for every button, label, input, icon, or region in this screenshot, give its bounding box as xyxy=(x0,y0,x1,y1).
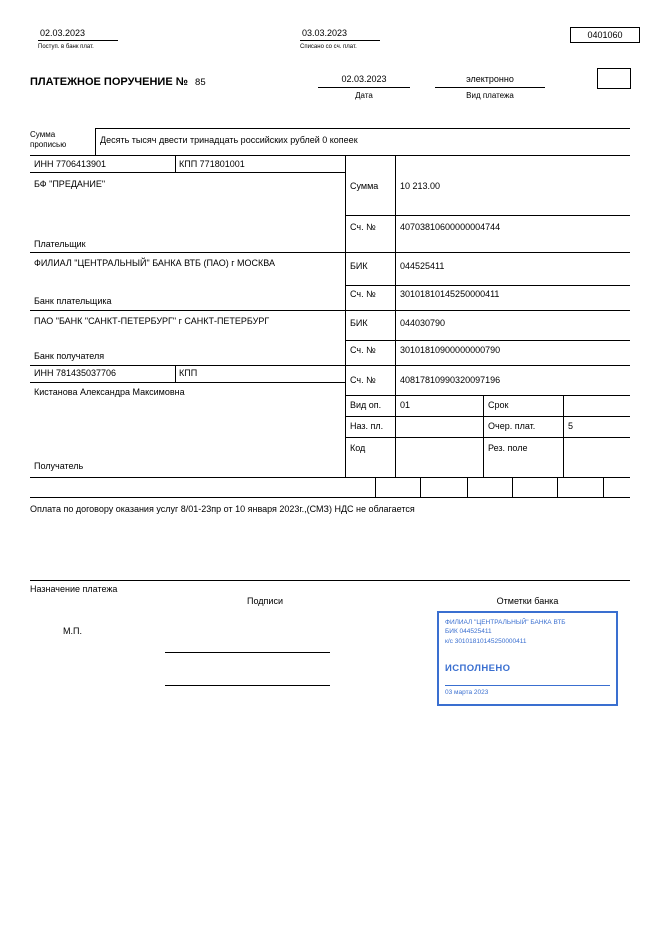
debited-caption: Списано со сч. плат. xyxy=(300,44,357,50)
reserve-caption: Рез. поле xyxy=(488,443,528,453)
bank-stamp xyxy=(437,611,618,706)
grid-line xyxy=(395,155,396,477)
signatures-caption: Подписи xyxy=(247,596,283,606)
payer-bank-bik: 044525411 xyxy=(400,261,445,271)
payee-kpp-caption: КПП xyxy=(179,368,198,378)
payer-name: БФ "ПРЕДАНИЕ" xyxy=(34,179,106,189)
amount-in-words-caption: Сумма прописью xyxy=(30,130,67,149)
payer-caption: Плательщик xyxy=(34,239,86,249)
payee-bank-name: ПАО "БАНК "САНКТ-ПЕТЕРБУРГ" г САНКТ-ПЕТЕРБУРГ xyxy=(34,316,270,326)
payer-bank-account: 30101810145250000411 xyxy=(400,289,500,299)
payer-inn: ИНН 7706413901 xyxy=(34,159,107,169)
debited-date: 03.03.2023 xyxy=(300,28,380,41)
stamp-place-caption: М.П. xyxy=(63,626,82,636)
bank-marks-caption: Отметки банка xyxy=(496,596,559,606)
amount-value: 10 213.00 xyxy=(400,181,441,191)
payer-kpp: КПП 771801001 xyxy=(179,159,245,169)
stamp-corr-account: к/с 30101810145250000411 xyxy=(445,637,527,645)
payer-bank-caption: Банк плательщика xyxy=(34,296,112,306)
payee-bank-account: 30101810900000000790 xyxy=(400,345,501,355)
grid-line xyxy=(345,437,630,438)
payee-bank-bik-caption: БИК xyxy=(350,318,368,328)
date-caption: Дата xyxy=(355,91,373,100)
priority-caption: Очер. плат. xyxy=(488,421,536,431)
grid-line xyxy=(30,310,630,311)
stamp-status: ИСПОЛНЕНО xyxy=(445,663,511,675)
amount-in-words: Десять тысяч двести тринадцать российских рублей 0 копеек xyxy=(100,135,358,145)
header-empty-box xyxy=(597,68,631,89)
purpose-code-caption: Наз. пл. xyxy=(350,421,384,431)
grid-line xyxy=(483,395,484,477)
grid-line xyxy=(30,382,345,383)
payee-caption: Получатель xyxy=(34,461,84,471)
stamp-bik: БИК 044525411 xyxy=(445,628,492,636)
grid-line xyxy=(345,285,630,286)
grid-line xyxy=(345,215,630,216)
grid-line xyxy=(95,128,96,155)
grid-line xyxy=(30,252,630,253)
bank-received-date: 02.03.2023 xyxy=(38,28,118,41)
payer-bank-bik-caption: БИК xyxy=(350,261,368,271)
grid-line xyxy=(30,365,630,366)
grid-line xyxy=(420,477,421,497)
grid-line xyxy=(467,477,468,497)
payer-bank-account-caption: Сч. № xyxy=(350,289,376,299)
grid-line xyxy=(175,155,176,172)
op-type-caption: Вид оп. xyxy=(350,400,382,410)
grid-line xyxy=(563,395,564,477)
bank-received-caption: Поступ. в банк плат. xyxy=(38,44,94,50)
grid-line xyxy=(30,497,630,498)
priority-value: 5 xyxy=(568,421,574,431)
payee-name: Кистанова Александра Максимовна xyxy=(34,387,185,397)
document-number: 85 xyxy=(195,77,206,88)
form-code-box: 0401060 xyxy=(570,27,640,43)
grid-line xyxy=(345,416,630,417)
grid-line xyxy=(557,477,558,497)
payee-bank-account-caption: Сч. № xyxy=(350,345,376,355)
payer-bank-name: ФИЛИАЛ "ЦЕНТРАЛЬНЫЙ" БАНКА ВТБ (ПАО) г МОСКВА xyxy=(34,258,275,268)
grid-line xyxy=(375,477,376,497)
purpose-text: Оплата по договору оказания услуг 8/01-23пр от 10 января 2023г.,(СМЗ) НДС не облагается xyxy=(30,504,415,514)
payee-account-caption: Сч. № xyxy=(350,375,376,385)
purpose-caption: Назначение платежа xyxy=(30,584,118,594)
payee-bank-bik: 044030790 xyxy=(400,318,446,328)
grid-line xyxy=(30,172,345,173)
document-date: 02.03.2023 xyxy=(318,74,410,88)
payment-kind-caption: Вид платежа xyxy=(466,91,514,100)
document-title-label: ПЛАТЕЖНОЕ ПОРУЧЕНИЕ № xyxy=(30,76,188,88)
signature-line xyxy=(165,652,330,653)
stamp-divider xyxy=(445,685,610,686)
stamp-date: 03 марта 2023 xyxy=(445,689,489,697)
payee-inn: ИНН 781435037706 xyxy=(34,368,117,378)
payee-bank-caption: Банк получателя xyxy=(34,351,105,361)
grid-line xyxy=(345,155,346,477)
code-caption: Код xyxy=(350,443,366,453)
grid-line xyxy=(512,477,513,497)
grid-line xyxy=(175,365,176,382)
document-title xyxy=(30,76,206,89)
payee-account: 40817810990320097196 xyxy=(400,375,501,385)
amount-caption: Сумма xyxy=(350,181,379,191)
op-type-value: 01 xyxy=(400,400,411,410)
payer-account: 40703810600000004744 xyxy=(400,222,501,232)
signature-line xyxy=(165,685,330,686)
grid-line xyxy=(30,155,630,156)
payment-kind: электронно xyxy=(435,74,545,88)
grid-line xyxy=(30,580,630,581)
grid-line xyxy=(345,395,630,396)
grid-line xyxy=(345,340,630,341)
grid-line xyxy=(603,477,604,497)
grid-line xyxy=(30,477,630,478)
term-caption: Срок xyxy=(488,400,509,410)
stamp-bank-name: ФИЛИАЛ "ЦЕНТРАЛЬНЫЙ" БАНКА ВТБ xyxy=(445,619,566,626)
grid-line xyxy=(95,128,630,129)
payer-account-caption: Сч. № xyxy=(350,222,376,232)
